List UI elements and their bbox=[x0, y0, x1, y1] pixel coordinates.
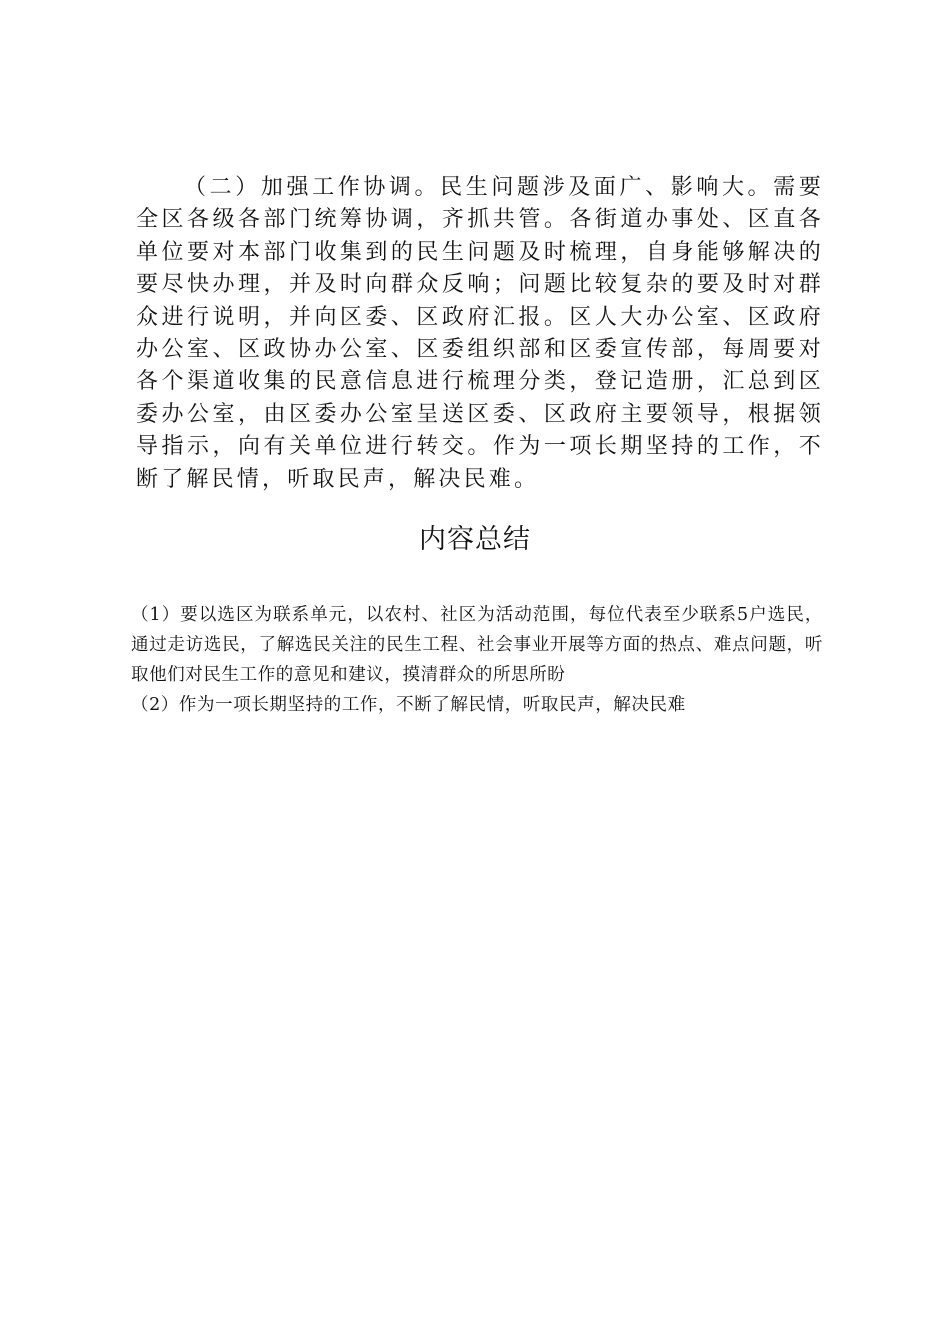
summary-item-1: （1）要以选区为联系单元，以农村、社区为活动范围，每位代表至少联系5户选民，通过走访选民，了解选民关注的民生工程、社会事业开展等方面的热点、难点问题，听取他们对民生工作的意见和建议，摸清群众的所思所盼 bbox=[131, 605, 823, 685]
summary-item-2: （2）作为一项长期坚持的工作，不断了解民情，听取民声，解决民难 bbox=[131, 695, 686, 715]
summary-list bbox=[131, 600, 823, 720]
body-paragraph: （二）加强工作协调。民生问题涉及面广、影响大。需要全区各级各部门统筹协调，齐抓共管。各街道办事处、区直各单位要对本部门收集到的民生问题及时梳理，自身能够解决的要尽快办理，并及时向群众反响；问题比较复杂的要及时对群众进行说明，并向区委、区政府汇报。区人大办公室、区政府办公室、区政协办公室、区委组织部和区委宣传部，每周要对各个渠道收集的民意信息进行梳理分类，登记造册，汇总到区委办公室，由区委办公室呈送区委、区政府主要领导，根据领导指示，向有关单位进行转交。作为一项长期坚持的工作，不断了解民情，听取民声，解决民难。 bbox=[136, 175, 824, 492]
section-title: 内容总结 bbox=[419, 524, 531, 555]
